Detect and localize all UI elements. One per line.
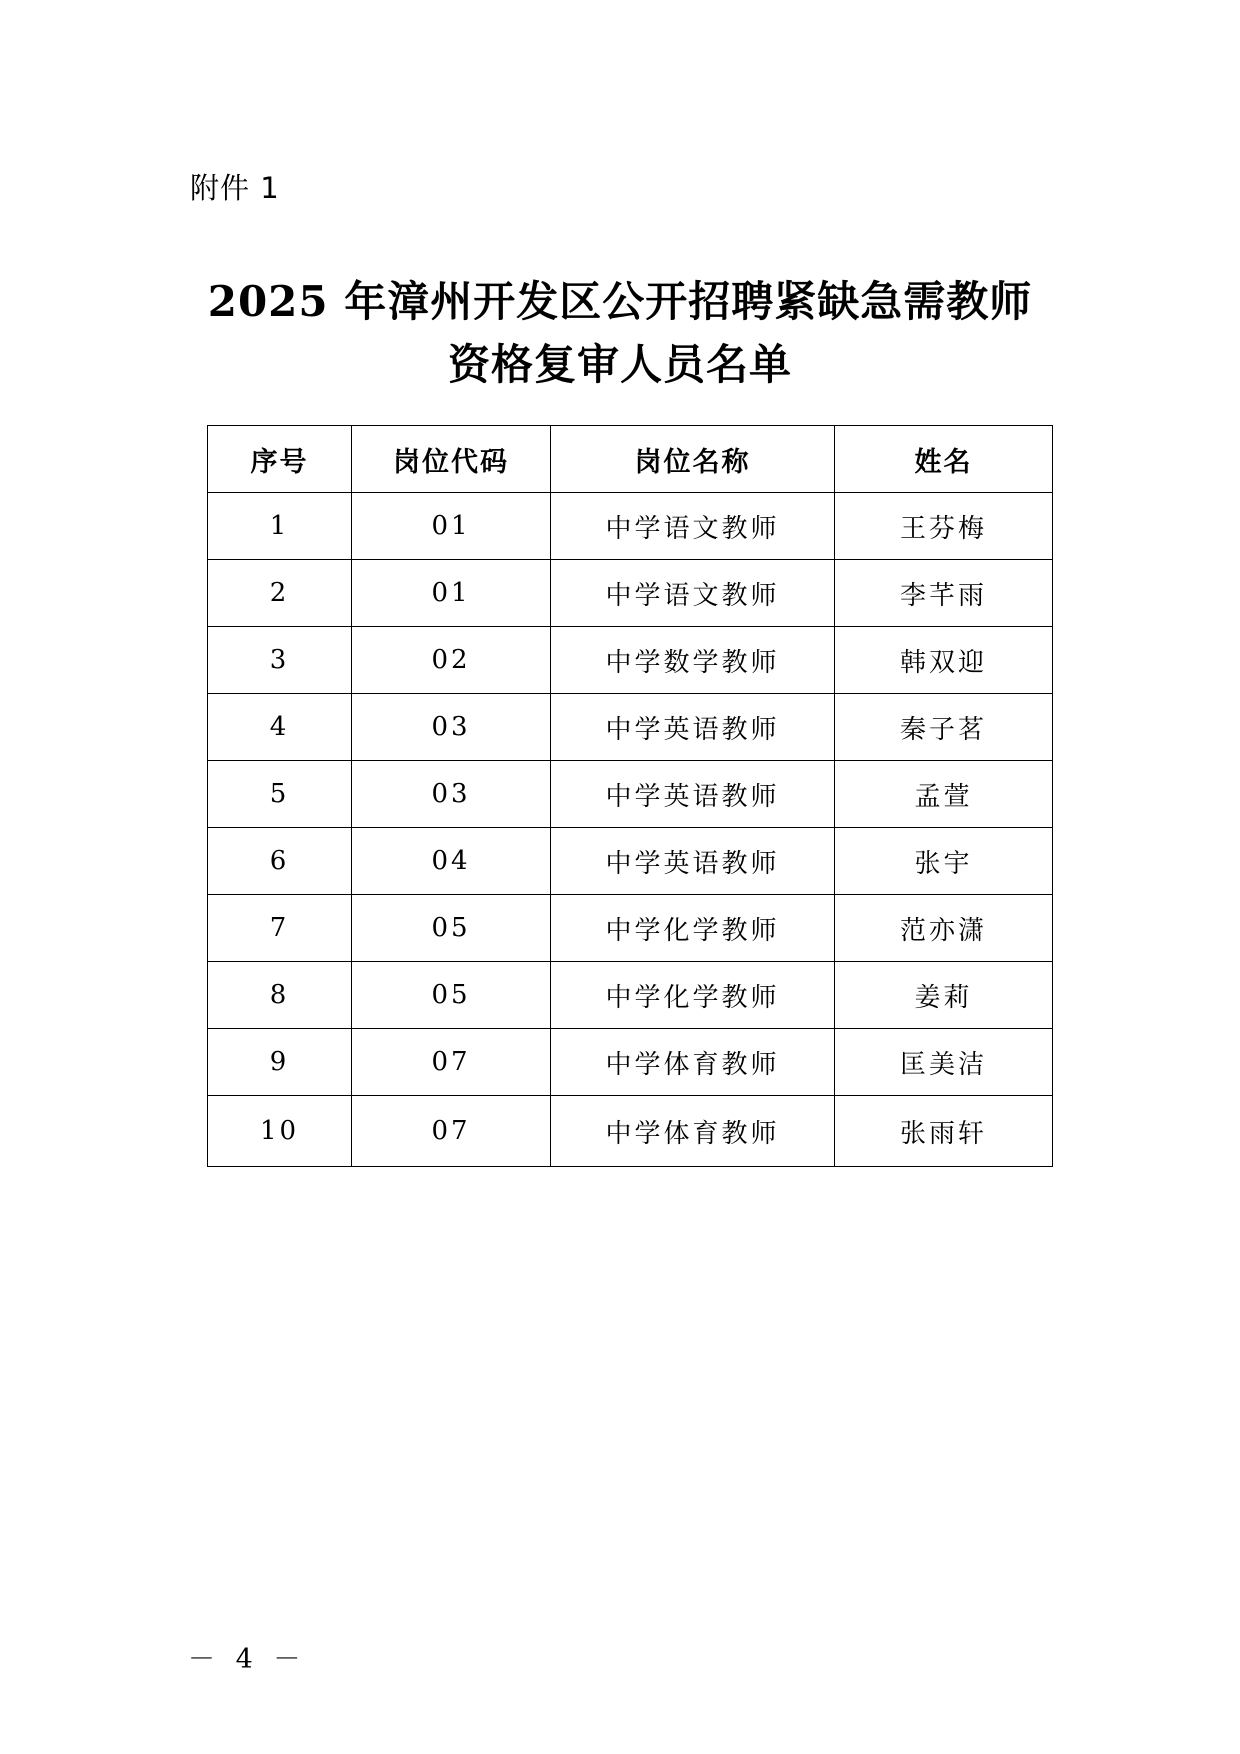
page-number: － 4 －	[188, 1644, 307, 1675]
cell-name: 张雨轩	[835, 1096, 1053, 1167]
cell-serial-number: 2	[208, 560, 352, 627]
table-row	[208, 761, 1053, 828]
cell-serial-number: 9	[208, 1029, 352, 1096]
cell-name: 秦子茗	[835, 694, 1053, 761]
cell-position-code: 05	[352, 962, 551, 1029]
cell-name: 孟萱	[835, 761, 1053, 828]
cell-position-name: 中学英语教师	[551, 761, 835, 828]
cell-position-name: 中学语文教师	[551, 560, 835, 627]
table-row	[208, 627, 1053, 694]
cell-name: 姜莉	[835, 962, 1053, 1029]
header-position-name: 岗位名称	[551, 426, 835, 493]
cell-name: 张宇	[835, 828, 1053, 895]
cell-position-code: 04	[352, 828, 551, 895]
cell-serial-number: 8	[208, 962, 352, 1029]
header-position-code: 岗位代码	[352, 426, 551, 493]
table-row	[208, 1096, 1053, 1167]
cell-position-code: 02	[352, 627, 551, 694]
cell-position-name: 中学体育教师	[551, 1029, 835, 1096]
cell-position-code: 07	[352, 1029, 551, 1096]
header-serial-number: 序号	[208, 426, 352, 493]
document-title-line-1: 2025 年漳州开发区公开招聘紧缺急需教师	[207, 277, 1033, 326]
cell-position-code: 01	[352, 560, 551, 627]
roster-table	[207, 425, 1053, 1167]
cell-serial-number: 6	[208, 828, 352, 895]
header-name: 姓名	[835, 426, 1053, 493]
cell-name: 王芬梅	[835, 493, 1053, 560]
table-row	[208, 560, 1053, 627]
cell-name: 范亦潇	[835, 895, 1053, 962]
table-row	[208, 493, 1053, 560]
cell-name: 李芊雨	[835, 560, 1053, 627]
cell-serial-number: 7	[208, 895, 352, 962]
table-header-row	[208, 426, 1053, 493]
table-row	[208, 828, 1053, 895]
cell-position-name: 中学化学教师	[551, 895, 835, 962]
cell-position-code: 05	[352, 895, 551, 962]
cell-position-name: 中学英语教师	[551, 828, 835, 895]
cell-position-code: 03	[352, 761, 551, 828]
cell-name: 匡美洁	[835, 1029, 1053, 1096]
cell-position-name: 中学英语教师	[551, 694, 835, 761]
cell-serial-number: 10	[208, 1096, 352, 1167]
cell-serial-number: 4	[208, 694, 352, 761]
cell-serial-number: 1	[208, 493, 352, 560]
cell-name: 韩双迎	[835, 627, 1053, 694]
table-row	[208, 1029, 1053, 1096]
cell-position-code: 03	[352, 694, 551, 761]
table-row	[208, 962, 1053, 1029]
cell-position-name: 中学数学教师	[551, 627, 835, 694]
cell-serial-number: 3	[208, 627, 352, 694]
attachment-label: 附件 1	[190, 171, 280, 205]
table-row	[208, 694, 1053, 761]
table-row	[208, 895, 1053, 962]
cell-serial-number: 5	[208, 761, 352, 828]
cell-position-name: 中学体育教师	[551, 1096, 835, 1167]
cell-position-code: 01	[352, 493, 551, 560]
cell-position-name: 中学语文教师	[551, 493, 835, 560]
cell-position-name: 中学化学教师	[551, 962, 835, 1029]
document-title-line-2: 资格复审人员名单	[447, 340, 792, 389]
cell-position-code: 07	[352, 1096, 551, 1167]
